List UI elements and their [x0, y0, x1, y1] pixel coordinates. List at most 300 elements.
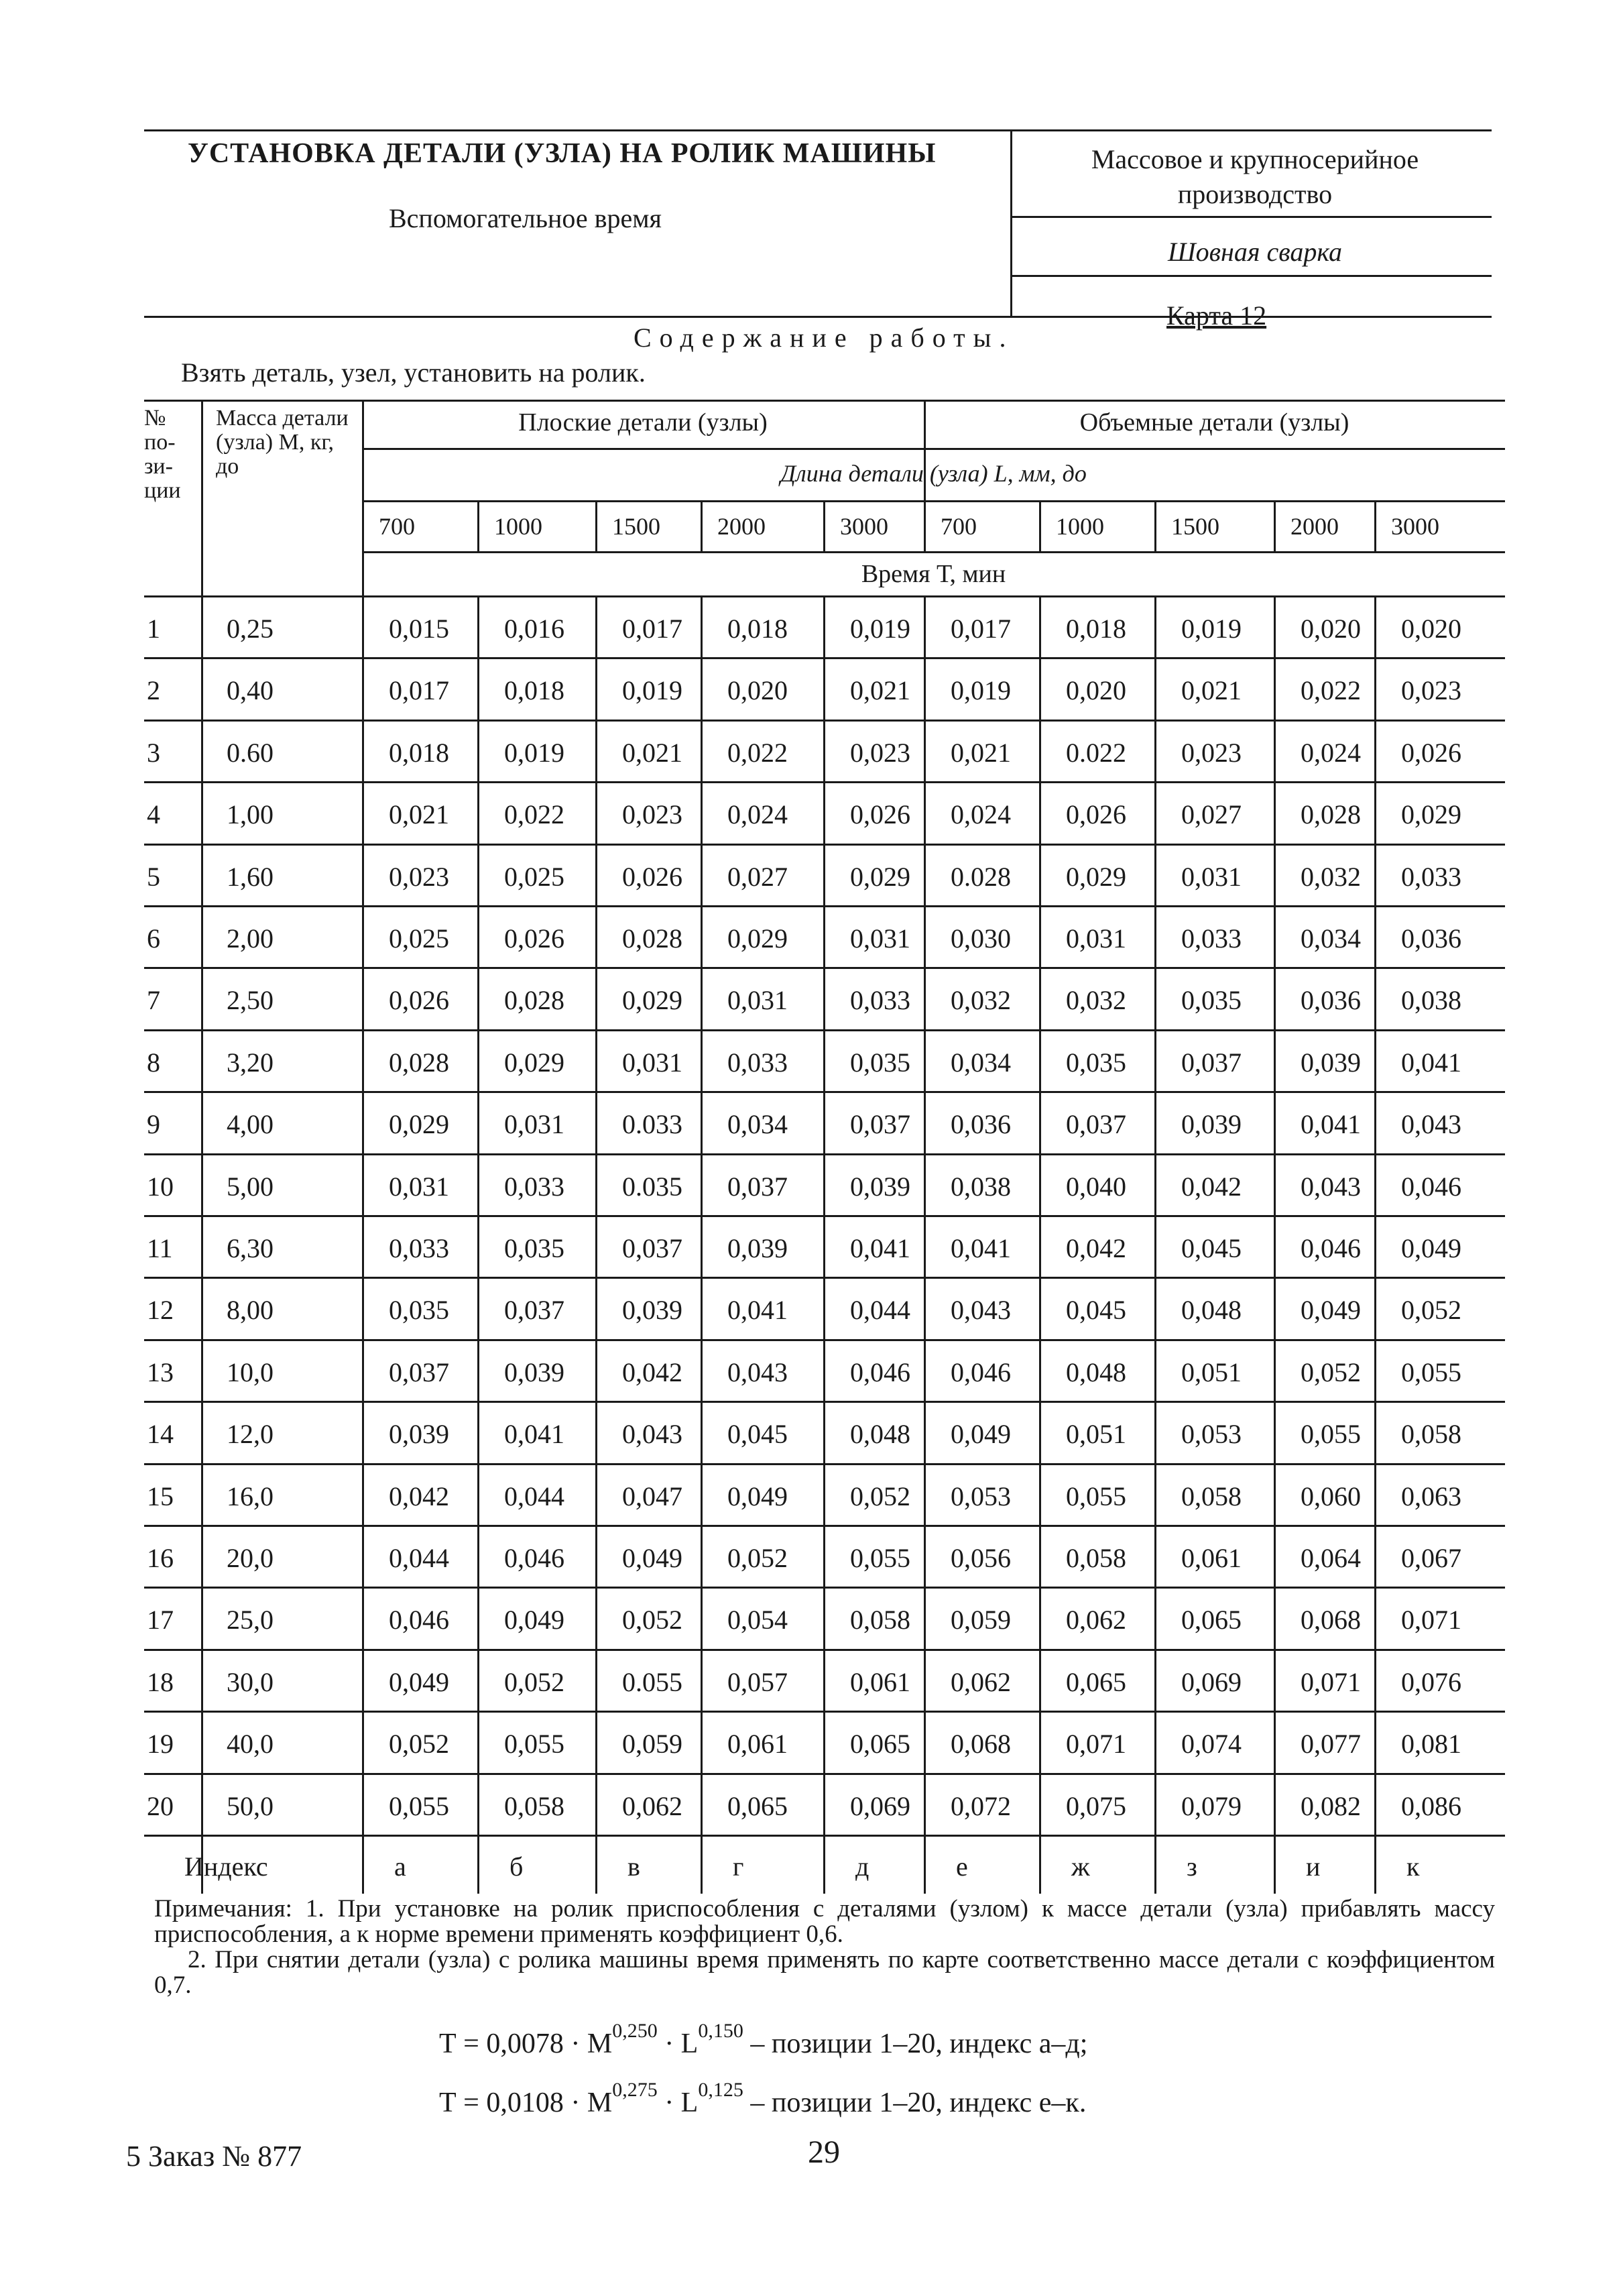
row-mass: 2,50 — [227, 985, 274, 1015]
row-time-value: 0,049 — [504, 1605, 564, 1635]
row-time-value: 0,048 — [850, 1419, 910, 1449]
row-time-value: 0,044 — [389, 1543, 449, 1573]
note-2: 2. При снятии детали (узла) с ролика машины время применять по карте соответственно массе детали с коэффициентом 0,7. — [154, 1946, 1495, 1999]
row-time-value: 0,041 — [951, 1233, 1011, 1263]
row-position: 20 — [147, 1791, 174, 1821]
row-time-value: 0,048 — [1181, 1295, 1242, 1325]
col-rule-length — [1374, 500, 1376, 551]
row-time-value: 0,026 — [1401, 738, 1461, 768]
row-time-value: 0,033 — [1401, 862, 1461, 892]
index-letter: д — [855, 1851, 869, 1882]
col-rule-value — [595, 595, 597, 1894]
row-time-value: 0,044 — [850, 1295, 910, 1325]
row-mass: 0.60 — [227, 738, 274, 768]
row-time-value: 0,055 — [850, 1543, 910, 1573]
row-time-value: 0,049 — [1301, 1295, 1361, 1325]
row-time-value: 0.022 — [1066, 738, 1126, 768]
index-letter: з — [1187, 1851, 1197, 1882]
row-mass: 3,20 — [227, 1047, 274, 1078]
row-mass: 12,0 — [227, 1419, 274, 1449]
row-time-value: 0,021 — [850, 675, 910, 705]
row-position: 5 — [147, 862, 160, 892]
row-time-value: 0,019 — [622, 675, 682, 705]
row-time-value: 0,071 — [1401, 1605, 1461, 1635]
row-time-value: 0,076 — [1401, 1667, 1461, 1697]
row-time-value: 0,018 — [727, 614, 788, 644]
row-time-value: 0,026 — [1066, 799, 1126, 829]
row-time-value: 0,021 — [622, 738, 682, 768]
page-number: 29 — [808, 2134, 840, 2170]
row-time-value: 0,065 — [850, 1729, 910, 1759]
row-time-value: 0,049 — [622, 1543, 682, 1573]
row-time-value: 0,033 — [727, 1047, 788, 1078]
row-time-value: 0,042 — [1066, 1233, 1126, 1263]
row-time-value: 0,034 — [1301, 923, 1361, 954]
formula-1-prefix: Т = 0,0078 · М — [439, 2028, 613, 2059]
row-time-value: 0,034 — [951, 1047, 1011, 1078]
row-time-value: 0,021 — [389, 799, 449, 829]
row-time-value: 0,029 — [727, 923, 788, 954]
row-position: 10 — [147, 1171, 174, 1202]
row-time-value: 0,043 — [727, 1357, 788, 1387]
row-time-value: 0,037 — [389, 1357, 449, 1387]
row-position: 16 — [147, 1543, 174, 1573]
row-time-value: 0,030 — [951, 923, 1011, 954]
col-rule-value — [924, 595, 926, 1894]
row-time-value: 0,041 — [727, 1295, 788, 1325]
row-time-value: 0,028 — [389, 1047, 449, 1078]
row-time-value: 0,036 — [1401, 923, 1461, 954]
row-time-value: 0,017 — [389, 675, 449, 705]
row-time-value: 0.055 — [622, 1667, 682, 1697]
row-time-value: 0,039 — [504, 1357, 564, 1387]
row-time-value: 0,026 — [622, 862, 682, 892]
row-time-value: 0,046 — [850, 1357, 910, 1387]
formula-1-exp-m: 0,250 — [612, 2020, 658, 2042]
row-position: 11 — [147, 1233, 173, 1263]
index-letter: в — [627, 1851, 640, 1882]
row-time-value: 0,021 — [1181, 675, 1242, 705]
row-time-value: 0,072 — [951, 1791, 1011, 1821]
row-position: 19 — [147, 1729, 174, 1759]
col-rule-value — [1274, 595, 1276, 1894]
col-header-mass: Масса детали (узла) М, кг, до — [216, 406, 349, 479]
page-title: УСТАНОВКА ДЕТАЛИ (УЗЛА) НА РОЛИК МАШИНЫ — [188, 138, 937, 169]
row-time-value: 0,029 — [504, 1047, 564, 1078]
row-time-value: 0,032 — [1066, 985, 1126, 1015]
index-letter: е — [956, 1851, 968, 1882]
row-time-value: 0,062 — [951, 1667, 1011, 1697]
col-rule-length — [1154, 500, 1156, 551]
row-time-value: 0,032 — [951, 985, 1011, 1015]
col-rule-value — [1374, 595, 1376, 1894]
row-time-value: 0,063 — [1401, 1481, 1461, 1511]
row-time-value: 0,068 — [1301, 1605, 1361, 1635]
row-position: 17 — [147, 1605, 174, 1635]
row-time-value: 0,028 — [504, 985, 564, 1015]
row-time-value: 0,058 — [850, 1605, 910, 1635]
row-time-value: 0,035 — [850, 1047, 910, 1078]
row-time-value: 0,061 — [727, 1729, 788, 1759]
row-time-value: 0,061 — [1181, 1543, 1242, 1573]
row-time-value: 0,018 — [1066, 614, 1126, 644]
row-time-value: 0,016 — [504, 614, 564, 644]
row-time-value: 0,040 — [1066, 1171, 1126, 1202]
row-time-value: 0,069 — [1181, 1667, 1242, 1697]
length-value: 3000 — [840, 513, 888, 540]
index-letter: а — [394, 1851, 406, 1882]
time-header: Время Т, мин — [861, 560, 1006, 588]
row-time-value: 0,049 — [727, 1481, 788, 1511]
row-time-value: 0,041 — [850, 1233, 910, 1263]
header-right-rule-2 — [1010, 275, 1492, 277]
row-mass: 2,00 — [227, 923, 274, 954]
row-time-value: 0.028 — [951, 862, 1011, 892]
row-time-value: 0,055 — [1401, 1357, 1461, 1387]
row-time-value: 0,058 — [1066, 1543, 1126, 1573]
header-top-rule — [144, 129, 1492, 131]
row-time-value: 0,020 — [727, 675, 788, 705]
row-time-value: 0,038 — [1401, 985, 1461, 1015]
col-rule-value — [1154, 595, 1156, 1894]
length-value: 700 — [379, 513, 415, 540]
row-time-value: 0,052 — [389, 1729, 449, 1759]
col-header-position: № по-зи-ции — [144, 406, 181, 503]
index-letter: г — [733, 1851, 744, 1882]
row-time-value: 0,062 — [1066, 1605, 1126, 1635]
row-time-value: 0,053 — [951, 1481, 1011, 1511]
index-letter: и — [1306, 1851, 1321, 1882]
row-time-value: 0,052 — [727, 1543, 788, 1573]
col-rule-value — [1039, 595, 1041, 1894]
row-time-value: 0,056 — [951, 1543, 1011, 1573]
row-time-value: 0,079 — [1181, 1791, 1242, 1821]
col-rule-length — [1039, 500, 1041, 551]
row-time-value: 0,029 — [622, 985, 682, 1015]
row-time-value: 0,026 — [850, 799, 910, 829]
row-time-value: 0,037 — [622, 1233, 682, 1263]
row-time-value: 0,064 — [1301, 1543, 1361, 1573]
row-time-value: 0,023 — [1401, 675, 1461, 705]
row-position: 7 — [147, 985, 160, 1015]
row-time-value: 0,057 — [727, 1667, 788, 1697]
row-time-value: 0,051 — [1181, 1357, 1242, 1387]
content-title: Содержание работы. — [634, 323, 1014, 353]
row-position: 6 — [147, 923, 160, 954]
length-value: 1000 — [1056, 513, 1104, 540]
formula-2-prefix: Т = 0,0108 · М — [439, 2087, 613, 2118]
row-time-value: 0,029 — [389, 1109, 449, 1139]
row-time-value: 0,055 — [1066, 1481, 1126, 1511]
row-time-value: 0,061 — [850, 1667, 910, 1697]
row-time-value: 0,027 — [1181, 799, 1242, 829]
row-time-value: 0,022 — [1301, 675, 1361, 705]
row-time-value: 0,059 — [951, 1605, 1011, 1635]
col-rule-length — [1274, 500, 1276, 551]
row-time-value: 0,039 — [389, 1419, 449, 1449]
row-time-value: 0,045 — [1181, 1233, 1242, 1263]
row-time-value: 0,031 — [1181, 862, 1242, 892]
row-time-value: 0,075 — [1066, 1791, 1126, 1821]
row-time-value: 0,052 — [850, 1481, 910, 1511]
row-time-value: 0,018 — [389, 738, 449, 768]
col-rule-value — [701, 595, 703, 1894]
row-mass: 5,00 — [227, 1171, 274, 1202]
row-time-value: 0,037 — [727, 1171, 788, 1202]
row-time-value: 0,045 — [727, 1419, 788, 1449]
row-time-value: 0,043 — [1301, 1171, 1361, 1202]
row-mass: 50,0 — [227, 1791, 274, 1821]
row-time-value: 0,031 — [727, 985, 788, 1015]
row-time-value: 0,031 — [1066, 923, 1126, 954]
row-mass: 4,00 — [227, 1109, 274, 1139]
row-mass: 1,00 — [227, 799, 274, 829]
row-time-value: 0,020 — [1066, 675, 1126, 705]
row-time-value: 0,028 — [622, 923, 682, 954]
row-time-value: 0,068 — [951, 1729, 1011, 1759]
row-time-value: 0,039 — [622, 1295, 682, 1325]
row-time-value: 0,042 — [389, 1481, 449, 1511]
row-time-value: 0,052 — [1401, 1295, 1461, 1325]
row-time-value: 0,019 — [951, 675, 1011, 705]
row-time-value: 0,029 — [1401, 799, 1461, 829]
row-time-value: 0,058 — [1401, 1419, 1461, 1449]
row-time-value: 0,039 — [1181, 1109, 1242, 1139]
formula-1-exp-l: 0,150 — [698, 2020, 743, 2042]
formula-1 — [439, 2020, 1088, 2060]
row-time-value: 0,052 — [1301, 1357, 1361, 1387]
row-mass: 40,0 — [227, 1729, 274, 1759]
row-time-value: 0,024 — [951, 799, 1011, 829]
row-time-value: 0,028 — [1301, 799, 1361, 829]
row-mass: 0,40 — [227, 675, 274, 705]
row-time-value: 0,029 — [1066, 862, 1126, 892]
row-time-value: 0,046 — [1401, 1171, 1461, 1202]
row-time-value: 0,052 — [622, 1605, 682, 1635]
row-time-value: 0,077 — [1301, 1729, 1361, 1759]
length-value: 2000 — [717, 513, 766, 540]
row-time-value: 0,015 — [389, 614, 449, 644]
col-rule-pos — [201, 400, 203, 1894]
row-time-value: 0,024 — [727, 799, 788, 829]
row-time-value: 0,031 — [622, 1047, 682, 1078]
formula-2-suffix: – позиции 1–20, индекс е–к. — [743, 2087, 1087, 2118]
row-time-value: 0,026 — [504, 923, 564, 954]
row-time-value: 0,043 — [951, 1295, 1011, 1325]
col-rule-length — [823, 500, 825, 551]
lengths-row-rule — [362, 551, 1505, 553]
index-letter: б — [509, 1851, 524, 1882]
row-time-value: 0.035 — [622, 1171, 682, 1202]
row-time-value: 0,071 — [1066, 1729, 1126, 1759]
length-value: 700 — [941, 513, 977, 540]
row-time-value: 0,037 — [504, 1295, 564, 1325]
row-time-value: 0,069 — [850, 1791, 910, 1821]
row-time-value: 0,041 — [504, 1419, 564, 1449]
row-time-value: 0,031 — [504, 1109, 564, 1139]
row-time-value: 0,023 — [850, 738, 910, 768]
col-rule-length — [701, 500, 703, 551]
row-time-value: 0,022 — [504, 799, 564, 829]
row-time-value: 0,035 — [389, 1295, 449, 1325]
row-position: 18 — [147, 1667, 174, 1697]
row-time-value: 0,044 — [504, 1481, 564, 1511]
row-mass: 1,60 — [227, 862, 274, 892]
row-time-value: 0,019 — [850, 614, 910, 644]
row-time-value: 0,045 — [1066, 1295, 1126, 1325]
row-time-value: 0,062 — [622, 1791, 682, 1821]
row-position: 15 — [147, 1481, 174, 1511]
row-mass: 25,0 — [227, 1605, 274, 1635]
row-time-value: 0,052 — [504, 1667, 564, 1697]
row-time-value: 0,032 — [1301, 862, 1361, 892]
col-rule-length — [595, 500, 597, 551]
formula-2-exp-m: 0,275 — [612, 2079, 658, 2101]
index-letter: ж — [1071, 1851, 1090, 1882]
row-time-value: 0,065 — [1066, 1667, 1126, 1697]
formula-2 — [439, 2079, 1087, 2119]
row-time-value: 0,071 — [1301, 1667, 1361, 1697]
row-time-value: 0,043 — [622, 1419, 682, 1449]
row-time-value: 0,035 — [1066, 1047, 1126, 1078]
row-time-value: 0,020 — [1301, 614, 1361, 644]
row-time-value: 0,036 — [951, 1109, 1011, 1139]
row-position: 12 — [147, 1295, 174, 1325]
row-time-value: 0,037 — [1066, 1109, 1126, 1139]
row-time-value: 0,025 — [389, 923, 449, 954]
row-time-value: 0,036 — [1301, 985, 1361, 1015]
length-value: 3000 — [1391, 513, 1439, 540]
row-time-value: 0,021 — [951, 738, 1011, 768]
row-time-value: 0,039 — [850, 1171, 910, 1202]
row-position: 13 — [147, 1357, 174, 1387]
row-time-value: 0,019 — [1181, 614, 1242, 644]
row-time-value: 0,041 — [1401, 1047, 1461, 1078]
row-time-value: 0,023 — [1181, 738, 1242, 768]
col-rule-value — [823, 595, 825, 1894]
note-1: Примечания: 1. При установке на ролик приспособления с деталями (узлом) к массе детали (узла) прибавлять массу приспособления, а к норме времени применять коэффициент 0,6. — [154, 1895, 1495, 1948]
formula-2-mid: · L — [657, 2087, 699, 2118]
length-value: 2000 — [1290, 513, 1339, 540]
index-letter: к — [1406, 1851, 1420, 1882]
card-label: Карта 12 — [1166, 300, 1267, 331]
formula-1-suffix: – позиции 1–20, индекс а–д; — [743, 2028, 1088, 2059]
row-time-value: 0,017 — [622, 614, 682, 644]
row-position: 4 — [147, 799, 160, 829]
row-position: 9 — [147, 1109, 160, 1139]
row-time-value: 0,046 — [1301, 1233, 1361, 1263]
group-header-rule — [362, 448, 1505, 450]
row-time-value: 0,058 — [1181, 1481, 1242, 1511]
row-position: 1 — [147, 614, 160, 644]
row-time-value: 0,051 — [1066, 1419, 1126, 1449]
length-header: Длина детали (узла) L, мм, до — [780, 460, 1087, 487]
row-time-value: 0,035 — [504, 1233, 564, 1263]
row-time-value: 0,046 — [504, 1543, 564, 1573]
row-time-value: 0,055 — [1301, 1419, 1361, 1449]
row-time-value: 0,037 — [1181, 1047, 1242, 1078]
row-mass: 10,0 — [227, 1357, 274, 1387]
row-position: 8 — [147, 1047, 160, 1078]
row-time-value: 0,041 — [1301, 1109, 1361, 1139]
row-mass: 6,30 — [227, 1233, 274, 1263]
order-number: 5 Заказ № 877 — [126, 2140, 302, 2173]
row-time-value: 0,023 — [622, 799, 682, 829]
row-time-value: 0,060 — [1301, 1481, 1361, 1511]
row-time-value: 0,027 — [727, 862, 788, 892]
row-time-value: 0,029 — [850, 862, 910, 892]
row-time-value: 0,067 — [1401, 1543, 1461, 1573]
row-time-value: 0,034 — [727, 1109, 788, 1139]
welding-type: Шовная сварка — [1167, 237, 1343, 267]
row-time-value: 0,035 — [1181, 985, 1242, 1015]
group-flat-header: Плоские детали (узлы) — [518, 408, 768, 437]
col-rule-mass — [362, 400, 364, 1894]
row-time-value: 0,048 — [1066, 1357, 1126, 1387]
row-time-value: 0,031 — [850, 923, 910, 954]
row-mass: 16,0 — [227, 1481, 274, 1511]
row-time-value: 0,058 — [504, 1791, 564, 1821]
header-bottom-rule — [144, 316, 1492, 318]
row-time-value: 0,042 — [1181, 1171, 1242, 1202]
notes — [154, 1896, 1495, 1998]
row-time-value: 0,024 — [1301, 738, 1361, 768]
header-divider — [1010, 129, 1012, 316]
row-time-value: 0,054 — [727, 1605, 788, 1635]
row-time-value: 0,033 — [504, 1171, 564, 1202]
content-text: Взять деталь, узел, установить на ролик. — [181, 357, 646, 388]
formula-2-exp-l: 0,125 — [698, 2079, 743, 2101]
row-position: 14 — [147, 1419, 174, 1449]
row-time-value: 0,059 — [622, 1729, 682, 1759]
row-time-value: 0,033 — [850, 985, 910, 1015]
row-time-value: 0,053 — [1181, 1419, 1242, 1449]
row-time-value: 0,022 — [727, 738, 788, 768]
row-time-value: 0,019 — [504, 738, 564, 768]
row-mass: 8,00 — [227, 1295, 274, 1325]
row-time-value: 0,018 — [504, 675, 564, 705]
row-time-value: 0,033 — [1181, 923, 1242, 954]
production-type: Массовое и крупносерийное производство — [1091, 144, 1419, 209]
length-value: 1000 — [494, 513, 542, 540]
row-mass: 20,0 — [227, 1543, 274, 1573]
length-header-rule — [362, 500, 1505, 502]
row-time-value: 0,042 — [622, 1357, 682, 1387]
row-time-value: 0,055 — [504, 1729, 564, 1759]
row-time-value: 0,039 — [727, 1233, 788, 1263]
row-time-value: 0,026 — [389, 985, 449, 1015]
row-time-value: 0,023 — [389, 862, 449, 892]
row-time-value: 0,081 — [1401, 1729, 1461, 1759]
row-time-value: 0,065 — [1181, 1605, 1242, 1635]
col-rule-value — [477, 595, 479, 1894]
row-time-value: 0,043 — [1401, 1109, 1461, 1139]
row-time-value: 0,031 — [389, 1171, 449, 1202]
row-time-value: 0,037 — [850, 1109, 910, 1139]
row-time-value: 0,082 — [1301, 1791, 1361, 1821]
row-time-value: 0,033 — [389, 1233, 449, 1263]
index-label: Индекс — [184, 1851, 268, 1882]
row-mass: 30,0 — [227, 1667, 274, 1697]
col-rule-length — [477, 500, 479, 551]
row-time-value: 0,055 — [389, 1791, 449, 1821]
row-time-value: 0,025 — [504, 862, 564, 892]
row-time-value: 0.033 — [622, 1109, 682, 1139]
row-time-value: 0,039 — [1301, 1047, 1361, 1078]
group-volume-header: Объемные детали (узлы) — [1079, 408, 1349, 437]
row-time-value: 0,065 — [727, 1791, 788, 1821]
row-time-value: 0,047 — [622, 1481, 682, 1511]
